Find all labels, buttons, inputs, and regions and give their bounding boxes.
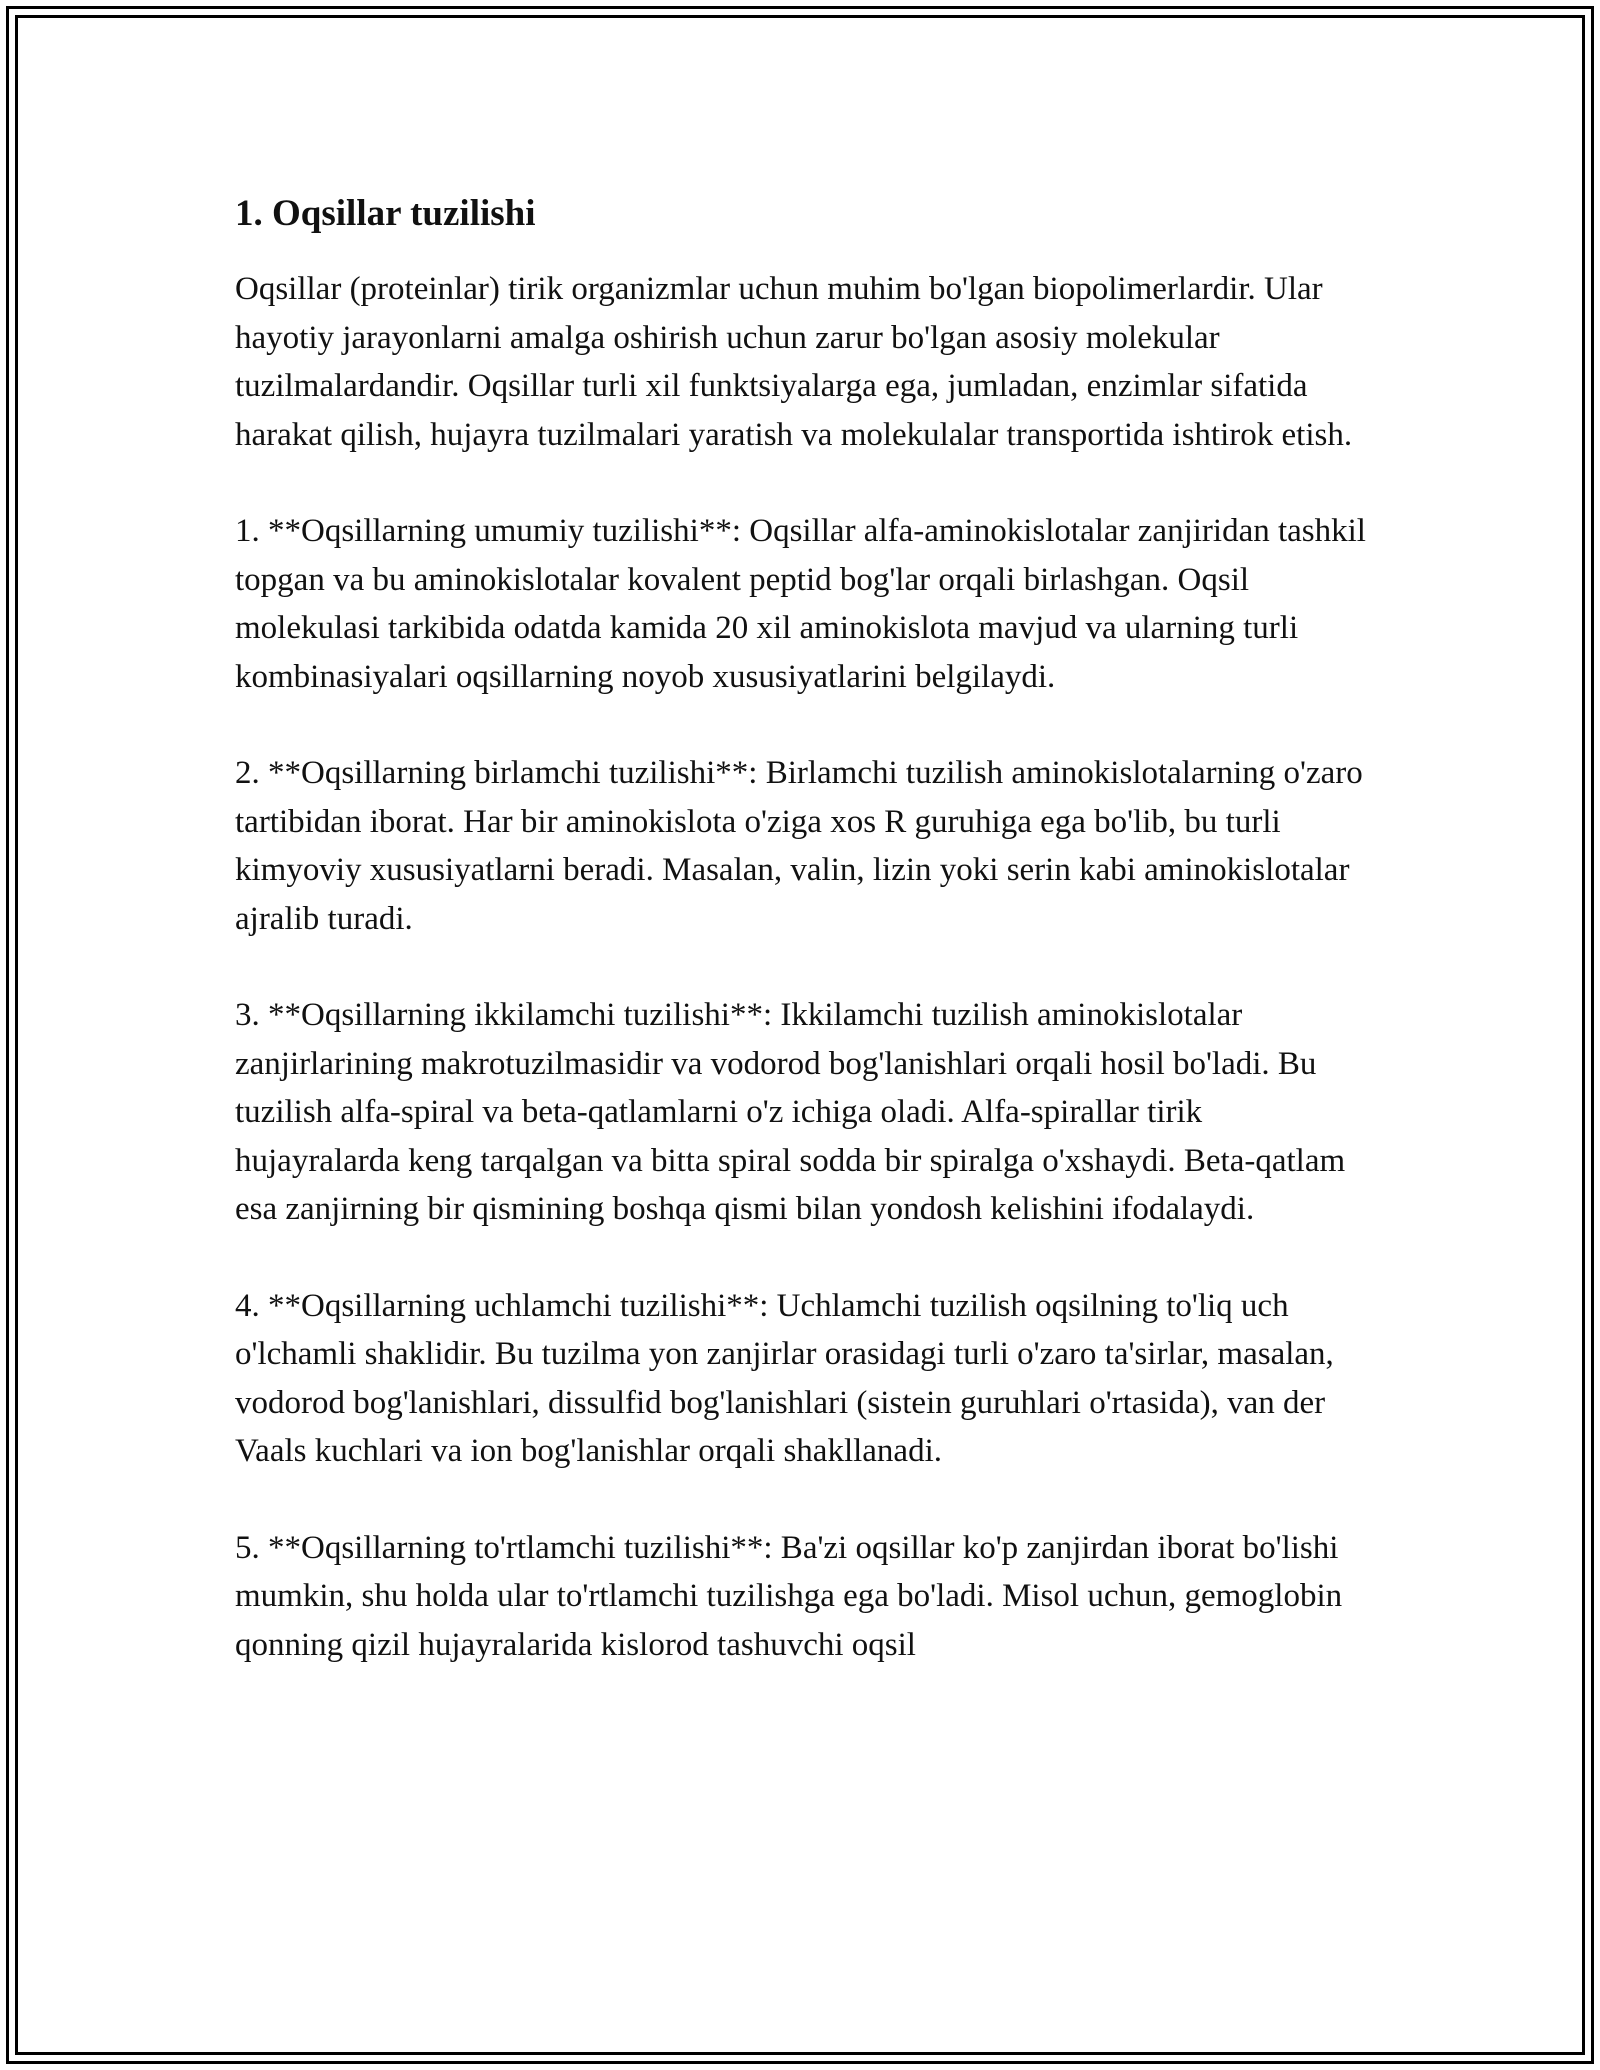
section-quaternary-structure: 5. **Oqsillarning to'rtlamchi tuzilishi**: Ba'zi oqsillar ko'p zanjirdan iborat bo'lishi mumkin, shu holda ular to'rtlamchi tuzilishga ega bo'ladi. Misol uchun, gemoglobin qonning qizil hujayralarida kislorod tashuvchi oqsil <box>235 1529 1343 1663</box>
section-primary-structure: 2. **Oqsillarning birlamchi tuzilishi**: Birlamchi tuzilish aminokislotalarning o'zaro tartibidan iborat. Har bir aminokislota o'ziga xos R guruhiga ega bo'lib, bu turli kimyoviy xususiyatlarni beradi. Masalan, valin, lizin yoki serin kabi aminokislotalar ajralib turadi. <box>235 755 1363 937</box>
document-body <box>235 185 1375 1717</box>
section-secondary-structure: 3. **Oqsillarning ikkilamchi tuzilishi**: Ikkilamchi tuzilish aminokislotalar zanjirlarining makrotuzilmasidir va vodorod bog'lanishlari orqali hosil bo'ladi. Bu tuzilish alfa-spiral va beta-qatlamlarni o'z ichiga oladi. Alfa-spirallar tirik hujayralarda keng tarqalgan va bitta spiral sodda bir spiralga o'xshaydi. Beta-qatlam esa zanjirning bir qismining boshqa qismi bilan yondosh kelishini ifodalaydi. <box>235 997 1346 1227</box>
document-title: 1. Oqsillar tuzilishi <box>235 193 536 234</box>
section-tertiary-structure: 4. **Oqsillarning uchlamchi tuzilishi**: Uchlamchi tuzilish oqsilning to'liq uch o'lchamli shaklidir. Bu tuzilma yon zanjirlar orasidagi turli o'zaro ta'sirlar, masalan, vodorod bog'lanishlari, dissulfid bog'lanishlari (sistein guruhlari o'rtasida), van der Vaals kuchlari va ion bog'lanishlar orqali shakllanadi. <box>235 1287 1334 1469</box>
intro-paragraph: Oqsillar (proteinlar) tirik organizmlar uchun muhim bo'lgan biopolimerlardir. Ular hayotiy jarayonlarni amalga oshirish uchun zarur bo'lgan asosiy molekular tuzilmalardandir. Oqsillar turli xil funktsiyalarga ega, jumladan, enzimlar sifatida harakat qilish, hujayra tuzilmalari yaratish va molekulalar transportida ishtirok etish. <box>235 271 1353 453</box>
section-general-structure: 1. **Oqsillarning umumiy tuzilishi**: Oqsillar alfa-aminokislotalar zanjiridan tashkil topgan va bu aminokislotalar kovalent peptid bog'lar orqali birlashgan. Oqsil molekulasi tarkibida odatda kamida 20 xil aminokislota mavjud va ularning turli kombinasiyalari oqsillarning noyob xususiyatlarini belgilaydi. <box>235 513 1366 695</box>
